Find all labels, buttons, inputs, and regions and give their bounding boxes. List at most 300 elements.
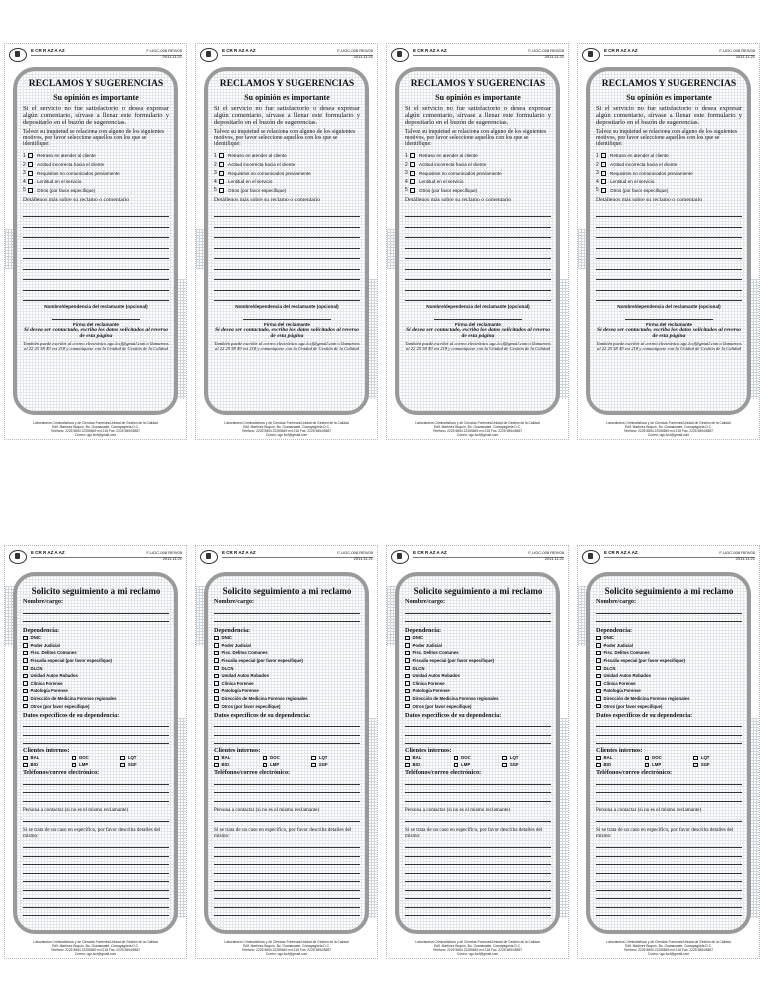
checkbox[interactable] [214,658,219,663]
form-footer: Laboratorios Criminalísticos y de Ciencias Forenses/Unidad de Gestión de la Calidad Edif. Martínez Boquín, Bo. Guanacaste, Comayagüela D.C. Teléfono: 2225 5854 22255849 ext 218 Fax: 2225 5854/5857 Correo: ugc.lccf@gmail.com [224,421,349,437]
dependencia-option[interactable]: Dirección de Medicina Forense regionales [405,695,551,703]
cliente-option[interactable]: BIO [405,762,454,767]
dependencia-option[interactable]: DLCN [23,664,169,672]
form-panel [586,572,751,934]
checkbox[interactable] [214,704,219,709]
checkbox[interactable] [214,681,219,686]
checkbox[interactable] [596,651,601,656]
persona-label: Persona a contactar (si no es el mismo reclamante) [214,806,320,813]
checkbox[interactable] [23,674,28,679]
checkbox[interactable] [219,153,224,158]
motive-option[interactable]: 2 Actitud incorrecta hacia el cliente [405,161,487,168]
telefonos-label: Teléfonos/correo electrónico: [23,769,100,777]
header-code-block [528,48,564,60]
motives-text: Talvez su inquietud se relaciona con alguno de los siguientes motivos, por favor seleccione aquellos con los que se identifique: [23,129,165,148]
signature-label: Firma del reclamante [73,322,119,328]
dependencia-option[interactable]: DNIC [405,634,551,642]
checkbox[interactable] [405,674,410,679]
checkbox[interactable] [405,658,410,663]
comment-lines[interactable] [596,207,742,302]
checkbox[interactable] [596,674,601,679]
dependencia-options [405,634,551,710]
form-code: F-UGC-008 REIV05 [146,550,182,555]
header-code-block [146,550,182,562]
form-header [391,550,564,568]
dependencia-option[interactable]: Fiscalía especial (por favor especifique) [214,657,360,665]
dependencia-option[interactable]: Poder Judicial [405,642,551,650]
motive-options [405,152,551,195]
checkbox[interactable] [596,666,601,671]
dependencia-option[interactable]: Fiscalía especial (por favor especifique) [596,657,742,665]
motive-option[interactable]: 4 Lentitud en el servicio [405,178,464,185]
checkbox[interactable] [601,162,606,167]
persona-lines[interactable] [23,814,169,823]
nombre-lines[interactable] [214,605,360,622]
dependencia-options [23,634,169,710]
form-code: F-UGC-008 REIV05 [528,48,564,53]
nombre-label: Nombre/cargo: [596,598,637,605]
cliente-option[interactable]: SGF [502,762,551,767]
motives-text: Talvez su inquietud se relaciona con alguno de los siguientes motivos, por favor seleccione aquellos con los que se identifique: [405,129,547,148]
checkbox[interactable] [23,696,28,701]
dependencia-option[interactable]: Poder Judicial [23,642,169,650]
checkbox[interactable] [214,643,219,648]
form-date: 2011.11.21 [353,556,373,561]
checkbox[interactable] [120,763,125,768]
motive-option[interactable]: 4 Lentitud en el servicio [596,178,655,185]
checkbox[interactable] [311,756,316,761]
motive-option[interactable]: 2 Actitud incorrecta hacia el cliente [214,161,296,168]
form-date: 2011.11.21 [162,54,182,59]
signature-line[interactable] [434,309,522,320]
checkbox[interactable] [601,153,606,158]
form-panel [204,572,369,934]
form-title: RECLAMOS Y SUGERENCIAS [601,79,737,89]
checkbox[interactable] [23,763,28,768]
dependencia-option[interactable]: DNIC [596,634,742,642]
motive-option[interactable]: 3 Requisitos no comunicados previamente [405,170,502,177]
checkbox[interactable] [405,666,410,671]
dependencia-option[interactable]: Clínica Forense [596,680,742,688]
checkbox[interactable] [23,643,28,648]
checkbox[interactable] [214,666,219,671]
dependencia-option[interactable]: DNIC [23,634,169,642]
clientes-options [23,755,169,767]
checkbox[interactable] [28,188,33,193]
checkbox[interactable] [410,171,415,176]
dependencia-option[interactable]: Patología Forense [214,687,360,695]
dependencia-option[interactable]: DLCN [214,664,360,672]
dependencia-option[interactable]: Clínica Forense [23,680,169,688]
reclamos-card [195,43,378,440]
header-org: E CR R AZ A AZ [31,48,65,53]
checkbox[interactable] [214,674,219,679]
form-header [582,550,755,568]
clientes-label: Clientes internos: [23,747,70,755]
header-org: E CR R AZ A AZ [413,550,447,555]
comment-lines[interactable] [214,207,360,302]
cliente-option[interactable]: LMP [72,762,121,767]
checkbox[interactable] [405,681,410,686]
header-code-block [719,48,755,60]
checkbox[interactable] [410,153,415,158]
checkbox[interactable] [23,689,28,694]
form-header [200,550,373,568]
checkbox[interactable] [596,643,601,648]
checkbox[interactable] [214,636,219,641]
motive-option[interactable]: 1 Retraso en atender al cliente [596,152,669,159]
form-footer: Laboratorios Criminalísticos y de Ciencias Forenses/Unidad de Gestión de la Calidad Edif. Martínez Boquín, Bo. Guanacaste, Comayagüela D.C. Teléfono: 2225 5854 22255849 ext 218 Fax: 2225 5854/5857 Correo: ugc.lccf@gmail.com [606,940,731,956]
dependencia-option[interactable]: Fisc. Delitos Comunes [596,649,742,657]
checkbox[interactable] [28,153,33,158]
form-title: RECLAMOS Y SUGERENCIAS [28,79,164,89]
contact-note: Si desea ser contactado, escriba los datos solicitados al reverso de esta página [406,327,550,340]
checkbox[interactable] [596,696,601,701]
persona-label: Persona a contactar (si no es el mismo reclamante) [596,806,702,813]
dependencia-option[interactable]: Unidad Autos Robados [596,672,742,680]
form-date: 2011.11.21 [735,54,755,59]
cliente-option[interactable]: SGF [693,762,742,767]
dependencia-option[interactable]: Patología Forense [23,687,169,695]
checkbox[interactable] [596,658,601,663]
checkbox[interactable] [214,763,219,768]
checkbox[interactable] [405,756,410,761]
persona-label: Persona a contactar (si no es el mismo reclamante) [405,806,511,813]
checkbox[interactable] [405,651,410,656]
cliente-option[interactable]: DOC [454,755,503,760]
dependencia-option[interactable]: Clínica Forense [214,680,360,688]
cliente-option[interactable]: LQT [120,755,169,760]
telefonos-lines[interactable] [596,776,742,802]
dependencia-option[interactable]: DLCN [405,664,551,672]
cliente-option[interactable]: BAL [596,755,645,760]
checkbox[interactable] [23,756,28,761]
intro-text: Si el servicio no fue satisfactorio o desea expresar algún comentario, sírvase a llenar este formulario y depositarlo en el buzón de sugerencias. [596,105,742,126]
form-header [200,48,373,66]
checkbox[interactable] [120,756,125,761]
email-note: También puede escribir al correo electrónico ugc.lccf@gmail.com o llamarnos al 22 25 58 49 ext 218 y comuníquese con la Unidad de Gestión de la Calidad [23,341,169,352]
reclamos-card [577,43,760,440]
checkbox[interactable] [645,756,650,761]
caso-label: Si se trata de un caso en específico, por favor describa detalles del mismo: [214,827,352,840]
caso-lines[interactable] [23,840,169,917]
seguimiento-card [195,545,378,959]
form-panel [586,67,751,415]
cliente-option[interactable]: BIO [596,762,645,767]
dependencia-option[interactable]: Unidad Autos Robados [214,672,360,680]
dependencia-option[interactable]: Unidad Autos Robados [23,672,169,680]
form-footer: Laboratorios Criminalísticos y de Ciencias Forenses/Unidad de Gestión de la Calidad Edif. Martínez Boquín, Bo. Guanacaste, Comayagüela D.C. Teléfono: 2225 5854 22255849 ext 218 Fax: 2225 5854/5857 Correo: ugc.lccf@gmail.com [33,421,158,437]
dependencia-label: Dependencia: [405,627,442,634]
cliente-option[interactable]: BAL [405,755,454,760]
checkbox[interactable] [410,162,415,167]
checkbox[interactable] [596,681,601,686]
motive-option[interactable]: 3 Requisitos no comunicados previamente [214,170,311,177]
checkbox[interactable] [405,696,410,701]
clientes-options [405,755,551,767]
motives-text: Talvez su inquietud se relaciona con alguno de los siguientes motivos, por favor seleccione aquellos con los que se identifique: [596,129,738,148]
form-code: F-UGC-008 REIV05 [719,48,755,53]
motive-option[interactable]: 4 Lentitud en el servicio [214,178,273,185]
header-org: E CR R AZ A AZ [604,48,638,53]
form-date: 2011.11.21 [544,54,564,59]
checkbox[interactable] [23,681,28,686]
lab-logo-icon [391,550,409,564]
nombre-label: Nombre/cargo: [23,598,64,605]
dependencia-option[interactable]: Fisc. Delitos Comunes [23,649,169,657]
checkbox[interactable] [28,171,33,176]
form-subtitle: Su opinión es importante [626,93,712,102]
motive-option[interactable]: 5 Otros (por favor especifique) [214,187,287,194]
form-title: Solicito seguimiento a mi reclamo [31,586,161,596]
form-header [9,48,182,66]
form-code: F-UGC-008 REIV05 [528,550,564,555]
checkbox[interactable] [454,756,459,761]
checkbox[interactable] [405,704,410,709]
caso-label: Si se trata de un caso en específico, por favor describa detalles del mismo: [405,827,543,840]
dependencia-option[interactable]: Poder Judicial [596,642,742,650]
persona-lines[interactable] [214,814,360,823]
dependencia-label: Dependencia: [214,627,251,634]
checkbox[interactable] [502,756,507,761]
checkbox[interactable] [219,188,224,193]
cliente-option[interactable]: BIO [23,762,72,767]
clientes-label: Clientes internos: [596,747,643,755]
checkbox[interactable] [72,756,77,761]
dependencia-option[interactable]: Patología Forense [596,687,742,695]
form-date: 2011.11.21 [544,556,564,561]
checkbox[interactable] [693,756,698,761]
checkbox[interactable] [645,763,650,768]
motive-option[interactable]: 5 Otros (por favor especifique) [405,187,478,194]
form-panel [13,67,178,415]
checkbox[interactable] [214,689,219,694]
checkbox[interactable] [23,666,28,671]
name-label: Nombre/dependencia del reclamante (opcional) [44,304,148,310]
checkbox[interactable] [219,179,224,184]
dependencia-option[interactable]: Dirección de Medicina Forense regionales [596,695,742,703]
motive-options [23,152,169,195]
datos-lines[interactable] [596,719,742,745]
form-date: 2011.11.21 [353,54,373,59]
dependencia-option[interactable]: Fisc. Delitos Comunes [214,649,360,657]
telefonos-lines[interactable] [405,776,551,802]
checkbox[interactable] [311,763,316,768]
checkbox[interactable] [601,171,606,176]
contact-note: Si desea ser contactado, escriba los datos solicitados al reverso de esta página [24,327,168,340]
cliente-option[interactable]: LMP [645,762,694,767]
motives-text: Talvez su inquietud se relaciona con alguno de los siguientes motivos, por favor seleccione aquellos con los que se identifique: [214,129,356,148]
dependencia-option[interactable]: DNIC [214,634,360,642]
datos-lines[interactable] [23,719,169,745]
motive-option[interactable]: 3 Requisitos no comunicados previamente [23,170,120,177]
checkbox[interactable] [405,636,410,641]
form-subtitle: Su opinión es importante [435,93,521,102]
datos-lines[interactable] [214,719,360,745]
dependencia-option[interactable]: Otros (por favor especifique) [23,702,169,710]
clientes-label: Clientes internos: [214,747,261,755]
dependencia-option[interactable]: Poder Judicial [214,642,360,650]
telefonos-lines[interactable] [23,776,169,802]
checkbox[interactable] [596,704,601,709]
checkbox[interactable] [596,763,601,768]
dependencia-option[interactable]: Otros (por favor especifique) [405,702,551,710]
caso-lines[interactable] [596,840,742,917]
motive-option[interactable]: 1 Retraso en atender al cliente [23,152,96,159]
seguimiento-card [577,545,760,959]
lab-logo-icon [9,48,27,62]
cliente-option[interactable]: SGF [120,762,169,767]
persona-lines[interactable] [596,814,742,823]
checkbox[interactable] [23,651,28,656]
checkbox[interactable] [601,179,606,184]
checkbox[interactable] [28,162,33,167]
name-label: Nombre/dependencia del reclamante (opcional) [617,304,721,310]
checkbox[interactable] [405,689,410,694]
lab-logo-icon [200,48,218,62]
cliente-option[interactable]: BAL [23,755,72,760]
caso-label: Si se trata de un caso en específico, por favor describa detalles del mismo: [596,827,734,840]
checkbox[interactable] [23,704,28,709]
motive-option[interactable]: 2 Actitud incorrecta hacia el cliente [596,161,678,168]
form-footer: Laboratorios Criminalísticos y de Ciencias Forenses/Unidad de Gestión de la Calidad Edif. Martínez Boquín, Bo. Guanacaste, Comayagüela D.C. Teléfono: 2225 5854 22255849 ext 218 Fax: 2225 5854/5857 Correo: ugc.lccf@gmail.com [415,940,540,956]
checkbox[interactable] [219,171,224,176]
nombre-lines[interactable] [596,605,742,622]
checkbox[interactable] [410,188,415,193]
signature-line[interactable] [52,309,140,320]
checkbox[interactable] [405,643,410,648]
checkbox[interactable] [23,636,28,641]
cliente-option[interactable]: BAL [214,755,263,760]
persona-lines[interactable] [405,814,551,823]
motive-options [596,152,742,195]
signature-line[interactable] [625,309,713,320]
checkbox[interactable] [219,162,224,167]
email-note: También puede escribir al correo electrónico ugc.lccf@gmail.com o llamarnos al 22 25 58 49 ext 218 y comuníquese con la Unidad de Gestión de la Calidad [405,341,551,352]
checkbox[interactable] [28,179,33,184]
dependencia-option[interactable]: Fisc. Delitos Comunes [405,649,551,657]
persona-label: Persona a contactar (si no es el mismo reclamante) [23,806,129,813]
datos-lines[interactable] [405,719,551,745]
cliente-option[interactable]: LQT [311,755,360,760]
checkbox[interactable] [214,651,219,656]
cliente-option[interactable]: LQT [502,755,551,760]
dependencia-option[interactable]: Unidad Autos Robados [405,672,551,680]
nombre-lines[interactable] [23,605,169,622]
telefonos-lines[interactable] [214,776,360,802]
dependencia-option[interactable]: Otros (por favor especifique) [214,702,360,710]
signature-label: Firma del reclamante [646,322,692,328]
checkbox[interactable] [23,658,28,663]
dependencia-option[interactable]: DLCN [596,664,742,672]
signature-label: Firma del reclamante [264,322,310,328]
form-title: Solicito seguimiento a mi reclamo [413,586,543,596]
cliente-option[interactable]: DOC [645,755,694,760]
lab-logo-icon [582,550,600,564]
dependencia-option[interactable]: Otros (por favor especifique) [596,702,742,710]
nombre-label: Nombre/cargo: [214,598,255,605]
checkbox[interactable] [596,756,601,761]
form-subtitle: Su opinión es importante [244,93,330,102]
dependencia-label: Dependencia: [596,627,633,634]
checkbox[interactable] [410,179,415,184]
telefonos-label: Teléfonos/correo electrónico: [596,769,673,777]
email-note: También puede escribir al correo electrónico ugc.lccf@gmail.com o llamarnos al 22 25 58 49 ext 218 y comuníquese con la Unidad de Gestión de la Calidad [596,341,742,352]
form-panel [204,67,369,415]
datos-label: Datos específicos de su dependencia: [596,711,693,719]
form-panel [13,572,178,934]
checkbox[interactable] [454,763,459,768]
form-date: 2011.11.21 [735,556,755,561]
motive-option[interactable]: 5 Otros (por favor especifique) [23,187,96,194]
checkbox[interactable] [596,689,601,694]
checkbox[interactable] [263,756,268,761]
checkbox[interactable] [502,763,507,768]
motive-option[interactable]: 2 Actitud incorrecta hacia el cliente [23,161,105,168]
cliente-option[interactable]: SGF [311,762,360,767]
caso-lines[interactable] [214,840,360,917]
motive-option[interactable]: 1 Retraso en atender al cliente [214,152,287,159]
motive-option[interactable]: 5 Otros (por favor especifique) [596,187,669,194]
cliente-option[interactable]: LMP [263,762,312,767]
name-label: Nombre/dependencia del reclamante (opcional) [426,304,530,310]
datos-label: Datos específicos de su dependencia: [214,711,311,719]
header-code-block [719,550,755,562]
dependencia-option[interactable]: Dirección de Medicina Forense regionales [214,695,360,703]
header-code-block [337,550,373,562]
seguimiento-card [386,545,569,959]
checkbox[interactable] [693,763,698,768]
nombre-lines[interactable] [405,605,551,622]
cliente-option[interactable]: DOC [72,755,121,760]
cliente-option[interactable]: LQT [693,755,742,760]
checkbox[interactable] [214,756,219,761]
checkbox[interactable] [405,763,410,768]
dependencia-option[interactable]: Fiscalía especial (por favor especifique) [23,657,169,665]
header-org: E CR R AZ A AZ [413,48,447,53]
header-code-block [337,48,373,60]
motive-option[interactable]: 4 Lentitud en el servicio [23,178,82,185]
checkbox[interactable] [263,763,268,768]
dependencia-option[interactable]: Fiscalía especial (por favor especifique) [405,657,551,665]
dependencia-option[interactable]: Clínica Forense [405,680,551,688]
caso-lines[interactable] [405,840,551,917]
form-code: F-UGC-008 REIV05 [337,48,373,53]
dependencia-option[interactable]: Patología Forense [405,687,551,695]
cliente-option[interactable]: BIO [214,762,263,767]
telefonos-label: Teléfonos/correo electrónico: [214,769,291,777]
form-header [391,48,564,66]
motive-option[interactable]: 1 Retraso en atender al cliente [405,152,478,159]
form-panel [395,572,560,934]
motive-option[interactable]: 3 Requisitos no comunicados previamente [596,170,693,177]
header-org: E CR R AZ A AZ [31,550,65,555]
cliente-option[interactable]: LMP [454,762,503,767]
dependencia-label: Dependencia: [23,627,60,634]
checkbox[interactable] [214,696,219,701]
comment-lines[interactable] [405,207,551,302]
checkbox[interactable] [601,188,606,193]
form-panel [395,67,560,415]
form-footer: Laboratorios Criminalísticos y de Ciencias Forenses/Unidad de Gestión de la Calidad Edif. Martínez Boquín, Bo. Guanacaste, Comayagüela D.C. Teléfono: 2225 5854 22255849 ext 218 Fax: 2225 5854/5857 Correo: ugc.lccf@gmail.com [224,940,349,956]
comment-lines[interactable] [23,207,169,302]
dependencia-option[interactable]: Dirección de Medicina Forense regionales [23,695,169,703]
checkbox[interactable] [72,763,77,768]
form-header [582,48,755,66]
cliente-option[interactable]: DOC [263,755,312,760]
signature-line[interactable] [243,309,331,320]
checkbox[interactable] [596,636,601,641]
